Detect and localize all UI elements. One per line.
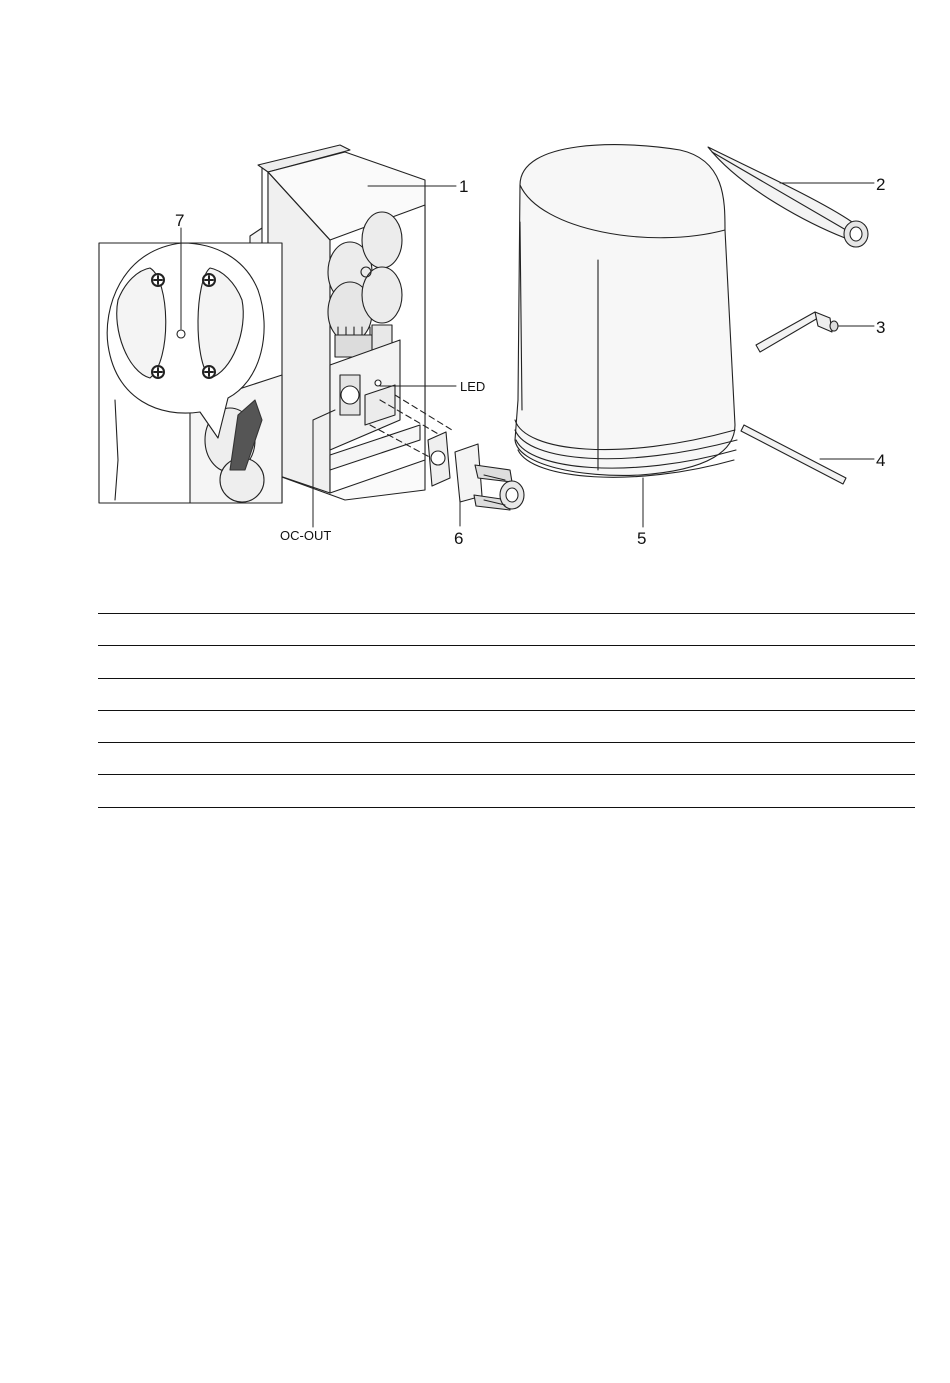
rod xyxy=(741,425,846,484)
table-rule xyxy=(98,807,915,808)
callout-5: 5 xyxy=(637,529,647,548)
callout-1: 1 xyxy=(459,177,469,196)
ground-spike xyxy=(708,147,868,247)
table-rule xyxy=(98,613,915,645)
callout-led: LED xyxy=(460,379,486,394)
callout-oc-out: OC-OUT xyxy=(280,528,332,543)
angled-pin xyxy=(756,312,838,352)
callout-3: 3 xyxy=(876,318,886,337)
cable-gland xyxy=(428,432,524,510)
detail-view xyxy=(99,243,282,503)
callout-2: 2 xyxy=(876,175,886,194)
empty-table xyxy=(98,613,915,808)
table-rule xyxy=(98,645,915,677)
table-rule xyxy=(98,742,915,774)
callout-4: 4 xyxy=(876,451,886,470)
table-rule xyxy=(98,710,915,742)
cover-hood xyxy=(515,145,737,478)
table-rule xyxy=(98,678,915,710)
callout-7: 7 xyxy=(175,211,185,230)
table-rule xyxy=(98,774,915,806)
callout-6: 6 xyxy=(454,529,464,548)
exploded-assembly-diagram xyxy=(0,0,950,600)
